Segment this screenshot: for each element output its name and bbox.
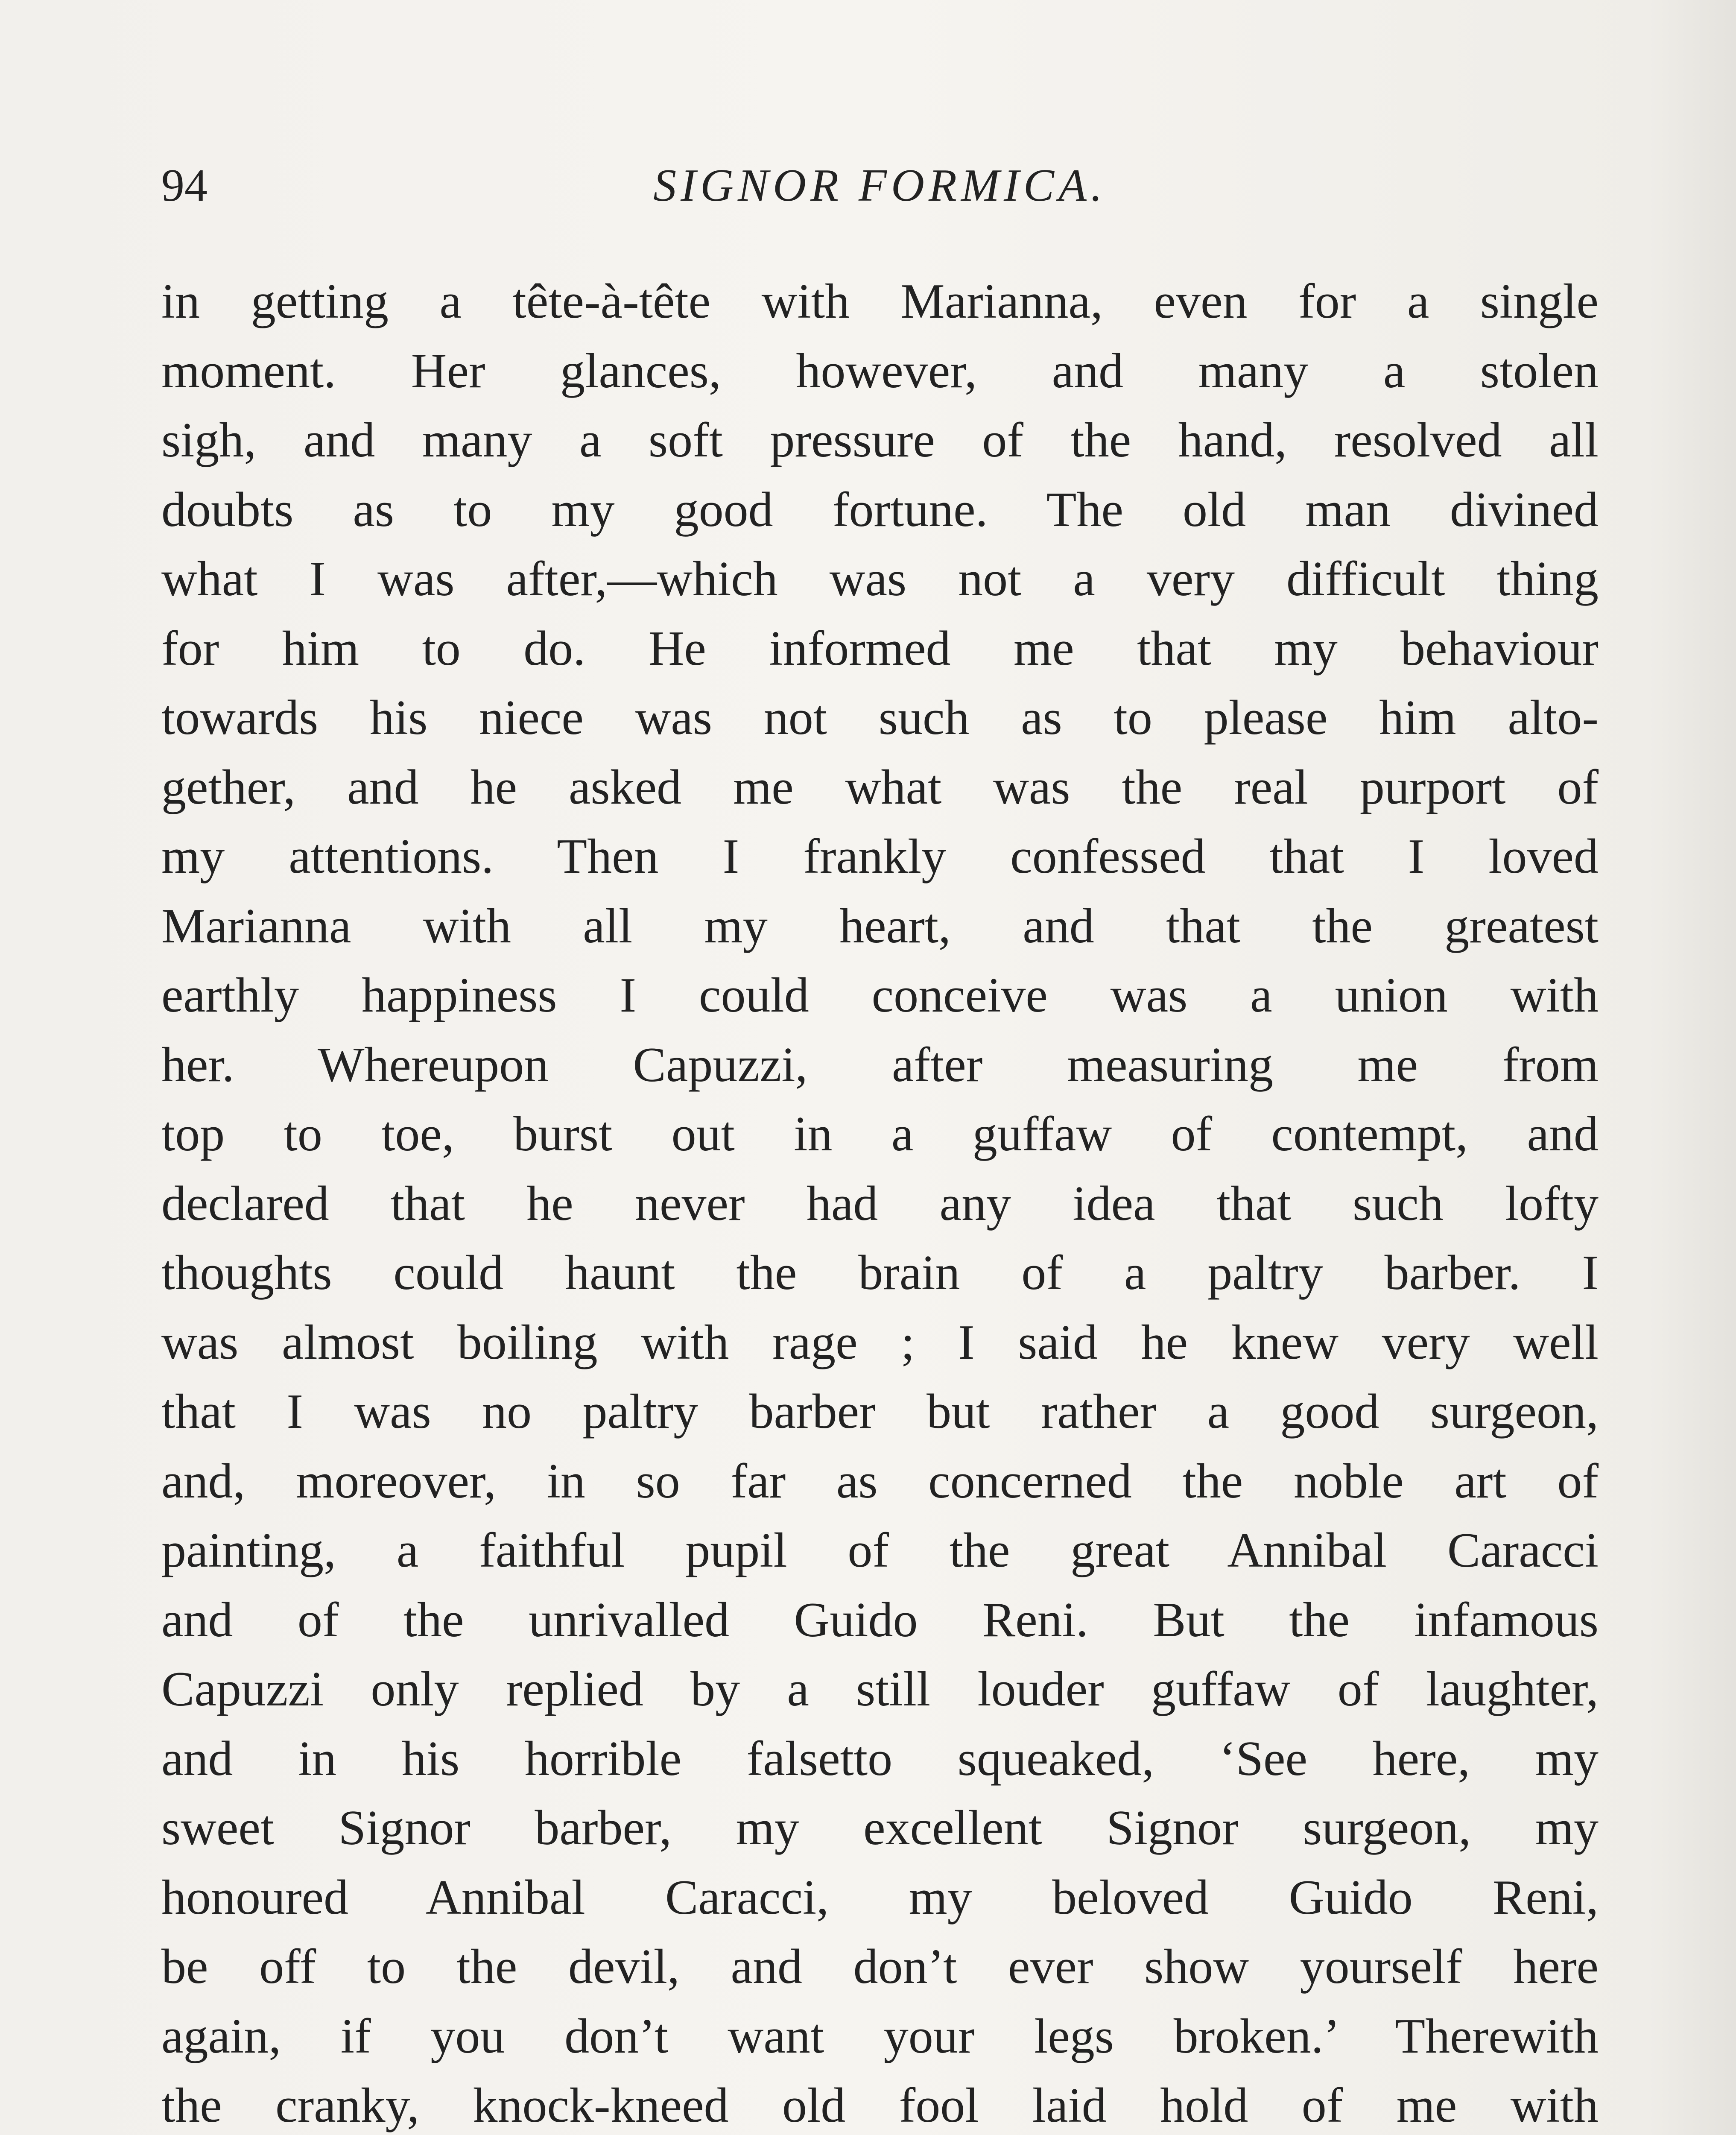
text-line: the cranky, knock-kneed old fool laid hold of me with [161, 2078, 1599, 2133]
text-line: my attentions. Then I frankly confessed that I loved [161, 829, 1599, 884]
body-text [161, 267, 1599, 2135]
text-line: what I was after,—which was not a very difficult thing [161, 552, 1599, 606]
text-line: Marianna with all my heart, and that the greatest [161, 898, 1599, 953]
text-line: doubts as to my good fortune. The old man divined [161, 482, 1599, 537]
text-line: her. Whereupon Capuzzi, after measuring me from [161, 1037, 1599, 1092]
running-title: SIGNOR FORMICA. [653, 160, 1107, 211]
text-line: and in his horrible falsetto squeaked, ‘See here, my [161, 1731, 1599, 1786]
text-line: sigh, and many a soft pressure of the hand, resolved all [161, 413, 1599, 468]
text-line: earthly happiness I could conceive was a union with [161, 968, 1599, 1023]
text-line: Capuzzi only replied by a still louder guffaw of laughter, [161, 1662, 1599, 1717]
text-line: painting, a faithful pupil of the great Annibal Caracci [161, 1523, 1599, 1578]
text-line: was almost boiling with rage ; I said he knew very well [161, 1315, 1599, 1370]
text-line: towards his niece was not such as to please him alto- [161, 690, 1599, 745]
text-line: moment. Her glances, however, and many a stolen [161, 343, 1599, 398]
text-line: in getting a tête-à-tête with Marianna, even for a single [161, 274, 1599, 329]
text-line: and, moreover, in so far as concerned the noble art of [161, 1454, 1599, 1509]
text-line: thoughts could haunt the brain of a paltry barber. I [161, 1246, 1599, 1300]
text-line: again, if you don’t want your legs broken.’ Therewith [161, 2009, 1599, 2064]
text-line: be off to the devil, and don’t ever show yourself here [161, 1939, 1599, 1994]
text-line: that I was no paltry barber but rather a good surgeon, [161, 1384, 1599, 1439]
text-line: honoured Annibal Caracci, my beloved Guido Reni, [161, 1870, 1599, 1925]
text-line: and of the unrivalled Guido Reni. But the infamous [161, 1592, 1599, 1647]
text-line: sweet Signor barber, my excellent Signor surgeon, my [161, 1801, 1599, 1855]
text-line: top to toe, burst out in a guffaw of contempt, and [161, 1107, 1599, 1161]
text-line: for him to do. He informed me that my behaviour [161, 621, 1599, 676]
text-line: declared that he never had any idea that such lofty [161, 1176, 1599, 1231]
text-line: gether, and he asked me what was the real purport of [161, 760, 1599, 815]
page-number: 94 [161, 160, 208, 211]
page-header [161, 156, 1599, 216]
